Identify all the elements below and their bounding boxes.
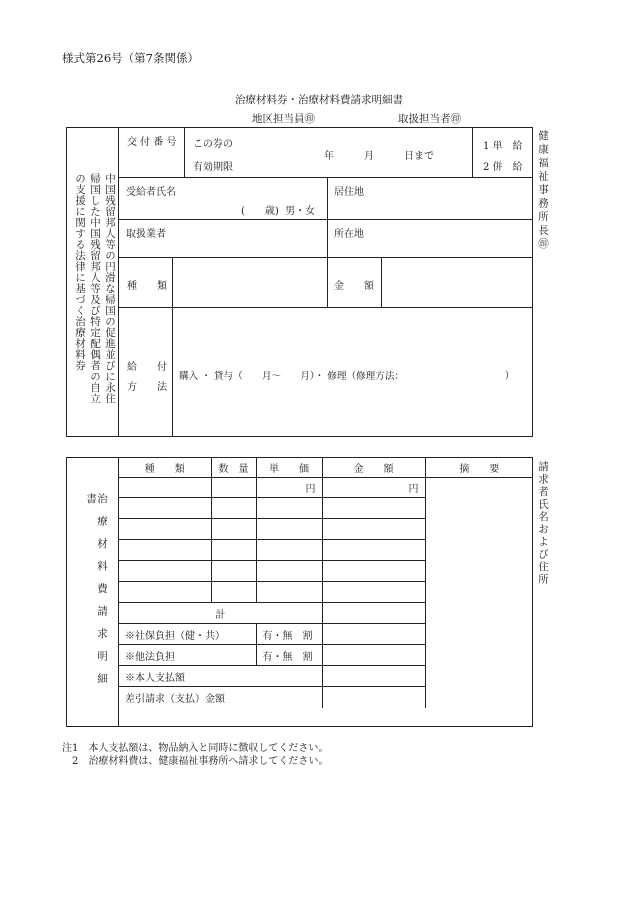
issue-number-label: 交 付 番 号 (127, 137, 177, 148)
note-1: 注1 本人支払額は、物品納入と同時に徴収してください。 (62, 743, 329, 754)
row-method (119, 308, 532, 436)
method-label-1: 給 付 (127, 362, 167, 373)
header-type: 種 類 (119, 458, 211, 478)
handler-officer-label: 取扱担当者㊞ (398, 113, 461, 125)
handler-label: 取扱業者 (126, 229, 166, 240)
row-issue (119, 128, 532, 178)
bottom-left-text: 治療材料費請求明細書 (85, 493, 109, 696)
row-type-amount (119, 258, 532, 308)
top-left-text-2: 帰国した中国残留邦人等及び特定配偶者の自立 (89, 173, 101, 404)
location-label: 所在地 (334, 229, 364, 240)
option-cell (472, 128, 532, 177)
other-law-label: ※他法負担 (119, 645, 256, 666)
header-unit-price: 単 価 (256, 458, 322, 478)
other-law-option: 有・無 割 (256, 645, 322, 666)
residence-cell (327, 178, 532, 219)
type-label: 種 類 (127, 281, 167, 292)
top-left-text-1: 中国残留邦人等の円滑な帰国の促進並びに永住 (104, 173, 116, 404)
table-row (119, 478, 533, 498)
header-quantity: 数 量 (211, 458, 256, 478)
bottom-form (66, 457, 533, 727)
social-insurance-option: 有・無 割 (256, 624, 322, 645)
option-combined: 2 併 給 (483, 162, 523, 173)
issue-number-cell (119, 128, 185, 177)
amount-yen: 円 (322, 478, 425, 498)
page-title: 治療材料券・治療材料費請求明細書 (235, 94, 403, 106)
remarks-cell (425, 478, 533, 708)
claimant-name-address: 請求者氏名および住所 (537, 461, 550, 586)
validity-date: 年 月 日まで (324, 151, 434, 162)
amount-label-cell (327, 258, 382, 307)
top-left-text-3: の支援に関する法律に基づく治療材料券 (74, 173, 86, 371)
social-insurance-label: ※社保負担（健・共） (119, 624, 256, 645)
note-2: 2 治療材料費は、健康福祉事務所へ請求してください。 (62, 756, 329, 767)
district-officer-label: 地区担当員㊞ (252, 113, 315, 125)
method-label-cell (119, 308, 173, 436)
validity-label-2: 有効期限 (193, 162, 233, 173)
row-recipient (119, 178, 532, 220)
recipient-name-label: 受給者氏名 (126, 187, 176, 198)
type-label-cell (119, 258, 173, 307)
claim-table (119, 457, 533, 708)
top-form (66, 127, 533, 437)
personal-payment-label: ※本人支払額 (119, 666, 322, 687)
table-header-row (119, 458, 533, 478)
method-text: 購入 ・ 貸与（ 月～ 月）・ 修理（修理方法： ） (179, 371, 515, 382)
top-form-left-column (67, 128, 119, 436)
method-label-2: 方 法 (127, 382, 167, 393)
option-single: 1 単 給 (483, 141, 523, 152)
office-director-seal: 健康福祉事務所長㊞ (537, 130, 550, 252)
total-label: 計 (119, 603, 322, 624)
location-cell (327, 220, 532, 257)
unit-price-yen: 円 (256, 478, 322, 498)
amount-label: 金 額 (334, 281, 374, 292)
header-remarks: 摘 要 (425, 458, 533, 478)
row-handler (119, 220, 532, 258)
validity-label-1: この券の (193, 139, 233, 150)
bottom-form-left-column (67, 458, 119, 726)
header-amount: 金 額 (322, 458, 425, 478)
residence-label: 居住地 (334, 187, 364, 198)
age-gender: ( 歳) 男・女 (241, 206, 316, 217)
form-header: 様式第26号（第7条関係） (62, 51, 199, 65)
net-claim-label: 差引請求（支払）金額 (119, 687, 322, 708)
